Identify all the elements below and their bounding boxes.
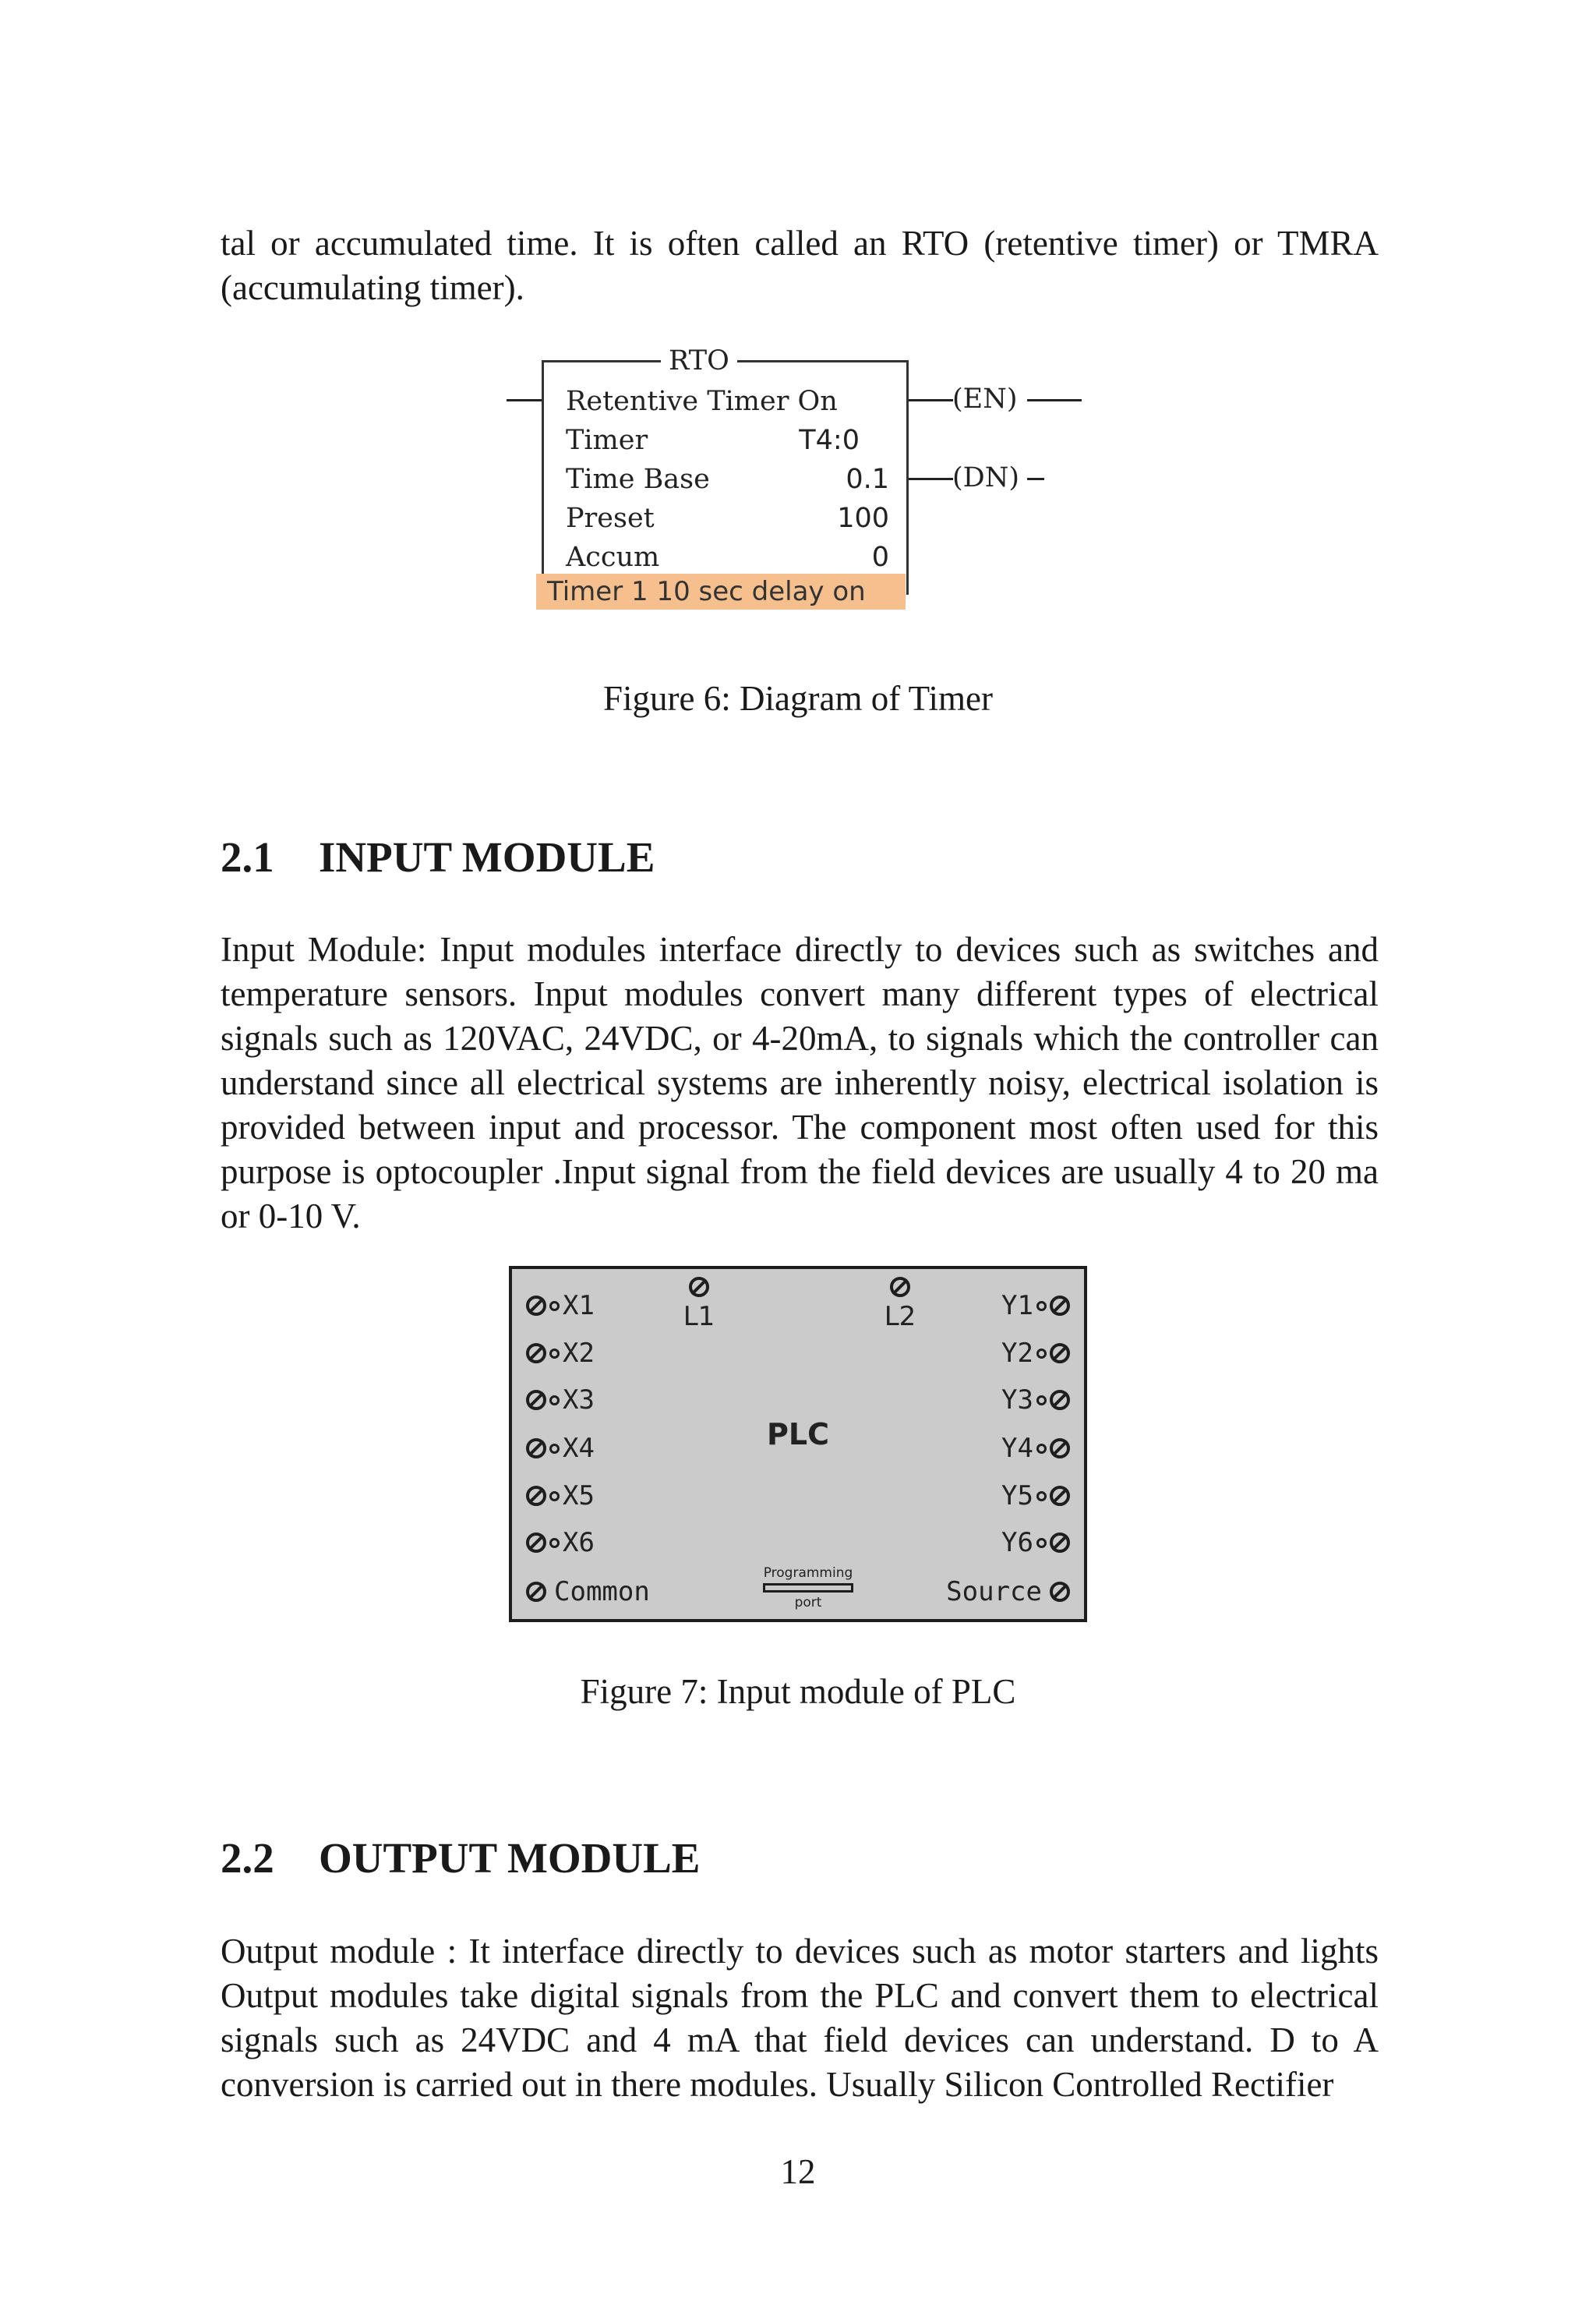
section-title: OUTPUT MODULE — [319, 1834, 701, 1882]
section-title: INPUT MODULE — [319, 833, 655, 881]
output-terminal — [1001, 1523, 1070, 1562]
screw-icon — [1050, 1296, 1070, 1316]
timer-row-value: 100 — [837, 503, 889, 534]
programming-port-sublabel: port — [794, 1595, 822, 1610]
section-number: 2.1 — [221, 833, 274, 881]
rto-timer-diagram — [507, 343, 1099, 616]
screw-icon — [526, 1296, 546, 1316]
ring-icon — [1036, 1349, 1047, 1359]
output-terminal — [1001, 1380, 1070, 1419]
programming-port-label: Programming — [763, 1565, 853, 1581]
input-terminal-label: X1 — [563, 1290, 595, 1321]
coil-en-label: EN — [962, 384, 1007, 415]
page-number: 12 — [780, 2152, 816, 2191]
timer-row — [566, 421, 889, 460]
rung-en-tail-line — [1027, 399, 1082, 401]
rung-left-line — [507, 399, 542, 401]
ring-icon — [1036, 1301, 1047, 1311]
timer-block — [542, 345, 909, 595]
rung-en-line — [906, 399, 953, 401]
input-terminal — [526, 1523, 595, 1562]
coil-dn: (DN) — [952, 462, 1019, 493]
timer-row-label: Retentive Timer On — [566, 386, 838, 417]
ring-icon — [1036, 1491, 1047, 1501]
timer-row-label: Preset — [566, 503, 655, 534]
screw-icon — [1050, 1390, 1070, 1410]
output-terminal-label: Y1 — [1001, 1290, 1033, 1321]
intro-paragraph: tal or accumulated time. It is often called an RTO (retentive timer) or TMRA (accumulating timer). — [221, 224, 1379, 307]
common-terminal — [526, 1572, 650, 1611]
input-terminal-label: X5 — [563, 1480, 595, 1511]
timer-row-value: 0 — [871, 542, 889, 573]
common-terminal-label: Common — [554, 1576, 650, 1607]
figure7-caption: Figure 7: Input module of PLC — [580, 1672, 1016, 1711]
section-number: 2.2 — [221, 1834, 274, 1882]
screw-icon — [1050, 1582, 1070, 1602]
screw-icon — [526, 1343, 546, 1363]
screw-icon — [1050, 1343, 1070, 1363]
source-terminal-label: Source — [946, 1576, 1042, 1607]
screw-icon — [526, 1582, 546, 1602]
power-terminal-label: L1 — [683, 1301, 715, 1332]
coil-dn-label: DN — [962, 462, 1009, 493]
ring-icon — [549, 1301, 560, 1311]
ring-icon — [549, 1491, 560, 1501]
figure6-caption: Figure 6: Diagram of Timer — [603, 679, 993, 718]
output-terminal-label: Y3 — [1001, 1384, 1033, 1416]
timer-row-label: Timer — [566, 425, 648, 456]
input-terminal — [526, 1476, 595, 1515]
timer-row — [566, 538, 889, 577]
power-terminal-l1 — [676, 1277, 722, 1330]
timer-row — [566, 499, 889, 538]
timer-title: RTO — [661, 341, 737, 380]
screw-icon — [1050, 1486, 1070, 1506]
screw-icon — [689, 1277, 709, 1297]
output-terminal-label: Y6 — [1001, 1527, 1033, 1558]
programming-port — [746, 1565, 870, 1610]
timer-row-value: 0.1 — [846, 464, 889, 495]
ring-icon — [1036, 1538, 1047, 1548]
input-terminal-label: X4 — [563, 1433, 595, 1464]
power-terminal-label: L2 — [884, 1301, 916, 1332]
input-module-paragraph: Input Module: Input modules interface directly to devices such as switches and temperature sensors. Input modules convert many different types of electrical signals such as 120VAC, 24VDC, or 4-20mA, to signals which the controller can understand since all electrical systems are inherently noisy, electrical isolation is provided between input and processor. The component most often used for this purpose is optocoupler .Input signal from the field devices are usually 4 to 20 ma or 0-10 V. — [221, 930, 1379, 1236]
source-terminal — [946, 1572, 1070, 1611]
timer-comment: Timer 1 10 sec delay on — [536, 574, 906, 610]
ring-icon — [1036, 1395, 1047, 1405]
power-terminal-l2 — [877, 1277, 923, 1330]
input-terminal — [526, 1286, 595, 1325]
input-terminal — [526, 1334, 595, 1373]
input-terminal — [526, 1380, 595, 1419]
input-terminal-label: X6 — [563, 1527, 595, 1558]
port-connector-icon — [763, 1583, 853, 1593]
output-terminal-label: Y2 — [1001, 1338, 1033, 1369]
screw-icon — [526, 1532, 546, 1553]
plc-module-diagram — [509, 1266, 1087, 1622]
ring-icon — [549, 1395, 560, 1405]
rung-dn-tail-line — [1027, 478, 1044, 480]
timer-row-label: Time Base — [566, 464, 710, 495]
screw-icon — [890, 1277, 910, 1297]
timer-row — [566, 460, 889, 499]
output-terminal-label: Y5 — [1001, 1480, 1033, 1511]
rung-dn-line — [906, 478, 953, 480]
screw-icon — [526, 1390, 546, 1410]
screw-icon — [1050, 1532, 1070, 1553]
timer-row-label: Accum — [566, 542, 660, 573]
timer-row-value: T4:0 — [799, 425, 860, 456]
input-terminal-label: X2 — [563, 1338, 595, 1369]
input-terminal-label: X3 — [563, 1384, 595, 1416]
ring-icon — [549, 1538, 560, 1548]
output-terminal — [1001, 1476, 1070, 1515]
output-terminal — [1001, 1334, 1070, 1373]
output-terminal-label: Y4 — [1001, 1433, 1033, 1464]
output-module-paragraph: Output module : It interface directly to devices such as motor starters and lights Output modules take digital signals from the PLC and convert them to electrical signals such as 24VDC and 4 mA that field devices can understand. D to A conversion is carried out in there modules. Usually Silicon Controlled Rectifier — [221, 1932, 1379, 2104]
section-2-1-heading — [221, 833, 655, 882]
plc-title: PLC — [767, 1417, 829, 1451]
coil-en: (EN) — [952, 384, 1018, 415]
output-terminal — [1001, 1286, 1070, 1325]
timer-row — [566, 382, 889, 421]
section-2-2-heading — [221, 1833, 700, 1883]
screw-icon — [526, 1486, 546, 1506]
ring-icon — [549, 1349, 560, 1359]
